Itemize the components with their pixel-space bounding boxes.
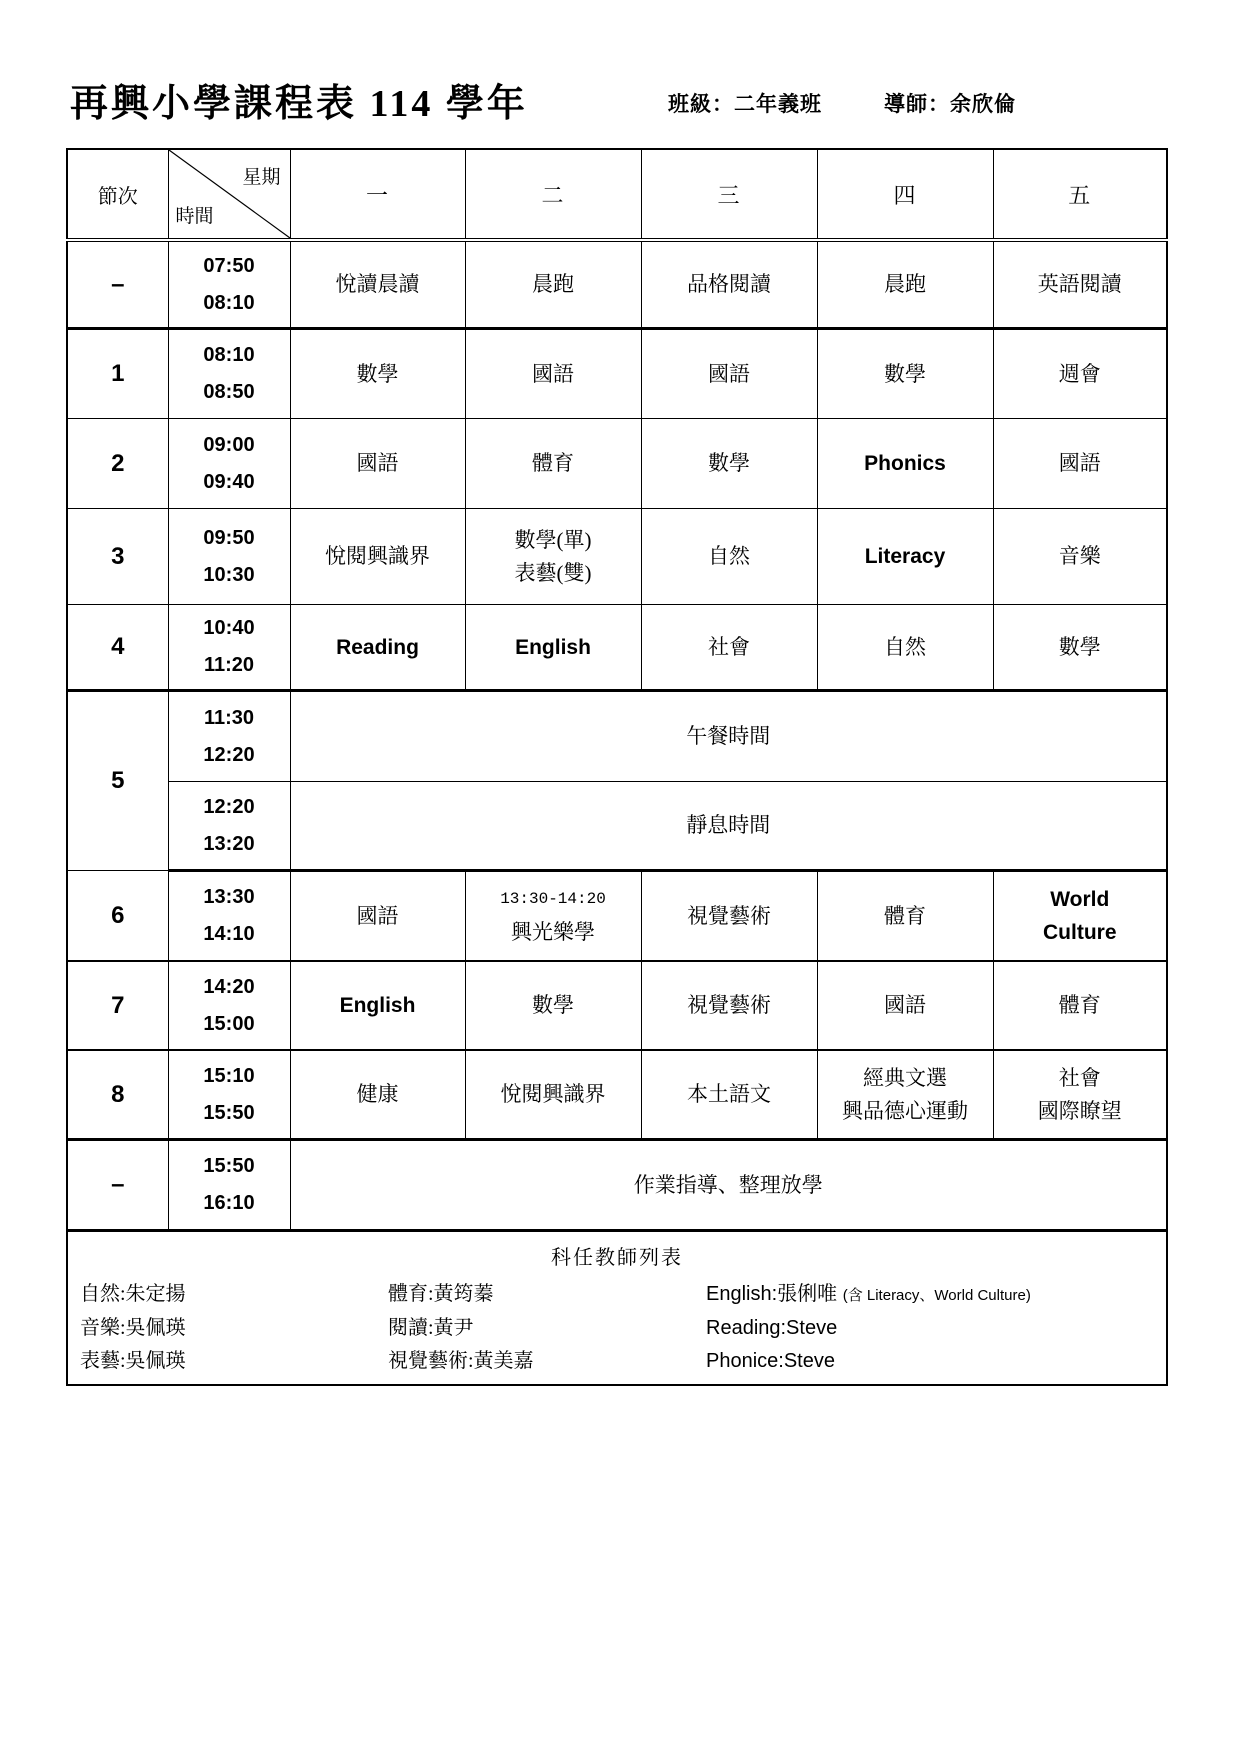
time-cell: 14:20 15:00: [168, 961, 290, 1050]
subject-cell: 晨跑: [817, 240, 993, 329]
teacher-item: 自然:朱定揚: [80, 1283, 186, 1305]
subject-cell: Phonics: [817, 419, 993, 509]
timetable-row: [67, 691, 1167, 782]
subject-cell: 社會 國際瞭望: [993, 1050, 1167, 1140]
period-cell: 5: [67, 691, 168, 871]
subject-cell: English: [290, 961, 465, 1050]
subject-cell: 英語閱讀: [993, 240, 1167, 329]
subject-cell: 國語: [290, 871, 465, 962]
subject-cell: 週會: [993, 329, 1167, 419]
timetable-row: [67, 961, 1167, 1050]
timetable-row: [67, 419, 1167, 509]
period-cell: 1: [67, 329, 168, 419]
subject-cell: 悅閱興識界: [465, 1050, 641, 1140]
subject-cell: 國語: [290, 419, 465, 509]
subject-cell: 悅閱興識界: [290, 509, 465, 605]
subject-cell: Reading: [290, 605, 465, 691]
day-header-fri: 五: [993, 149, 1167, 240]
time-cell: 10:40 11:20: [168, 605, 290, 691]
subject-cell: 數學: [290, 329, 465, 419]
advisor-label: 導師：余欣倫: [884, 92, 1016, 116]
teachers-title: 科任教師列表: [551, 1247, 683, 1269]
subject-cell: 經典文選 興品德心運動: [817, 1050, 993, 1140]
teachers-section: [67, 1231, 1167, 1386]
day-header-wed: 三: [641, 149, 817, 240]
time-cell: 15:50 16:10: [168, 1140, 290, 1231]
timetable-row: [67, 329, 1167, 419]
time-label: 時間: [175, 206, 214, 227]
time-cell: 09:50 10:30: [168, 509, 290, 605]
timetable: [66, 148, 1168, 1386]
period-cell: 6: [67, 871, 168, 962]
teacher-item: 音樂:吳佩瑛: [80, 1317, 186, 1339]
period-header: 節次: [67, 149, 168, 240]
subject-cell: 自然: [817, 605, 993, 691]
timetable-row: [67, 871, 1167, 962]
teachers-grid: [68, 1270, 1166, 1384]
subject-cell: 國語: [993, 419, 1167, 509]
week-label: 星期: [242, 167, 281, 188]
span-cell: 午餐時間: [290, 691, 1167, 782]
teacher-item: Reading:Steve: [706, 1317, 838, 1339]
page-title: 再興小學課程表 114 學年: [70, 83, 528, 125]
subject-cell: 音樂: [993, 509, 1167, 605]
subject-cell: 體育: [465, 419, 641, 509]
time-cell: 12:20 13:20: [168, 782, 290, 871]
teacher-item: 體育:黃筠蓁: [388, 1283, 494, 1305]
day-header-tue: 二: [465, 149, 641, 240]
subject-cell: 國語: [817, 961, 993, 1050]
time-cell: 08:10 08:50: [168, 329, 290, 419]
period-cell: 8: [67, 1050, 168, 1140]
timetable-row: [67, 605, 1167, 691]
timetable-row: [67, 240, 1167, 329]
subject-cell: 數學: [465, 961, 641, 1050]
class-label: 班級：二年義班: [668, 92, 822, 116]
subject-cell: 國語: [641, 329, 817, 419]
subject-cell: 品格閱讀: [641, 240, 817, 329]
subject-cell: 社會: [641, 605, 817, 691]
span-cell: 作業指導、整理放學: [290, 1140, 1167, 1231]
subject-cell: 自然: [641, 509, 817, 605]
time-cell: 07:50 08:10: [168, 240, 290, 329]
subject-cell: 數學: [641, 419, 817, 509]
teacher-item: English:張俐唯 (含 Literacy、World Culture): [706, 1283, 1031, 1305]
teacher-item: 閱讀:黃尹: [388, 1317, 474, 1339]
subject-cell: 體育: [817, 871, 993, 962]
subject-cell: World Culture: [993, 871, 1167, 962]
subject-cell: 本土語文: [641, 1050, 817, 1140]
timetable-row: [67, 1050, 1167, 1140]
subject-cell: 數學: [817, 329, 993, 419]
time-cell: 11:30 12:20: [168, 691, 290, 782]
time-cell: 09:00 09:40: [168, 419, 290, 509]
subject-cell: Literacy: [817, 509, 993, 605]
teacher-item: Phonice:Steve: [706, 1350, 835, 1372]
subject-cell: 悅讀晨讀: [290, 240, 465, 329]
subject-cell: 視覺藝術: [641, 961, 817, 1050]
period-cell: –: [67, 240, 168, 329]
corner-cell: [168, 149, 290, 240]
day-header-mon: 一: [290, 149, 465, 240]
timetable-row: [67, 1140, 1167, 1231]
timetable-row: [67, 509, 1167, 605]
subject-cell: 13:30-14:20 興光樂學: [465, 871, 641, 962]
period-cell: 2: [67, 419, 168, 509]
time-cell: 15:10 15:50: [168, 1050, 290, 1140]
span-cell: 靜息時間: [290, 782, 1167, 871]
timetable-row: [67, 782, 1167, 871]
day-header-thu: 四: [817, 149, 993, 240]
subject-cell: English: [465, 605, 641, 691]
teacher-item: 表藝:吳佩瑛: [80, 1350, 186, 1372]
period-cell: 7: [67, 961, 168, 1050]
time-cell: 13:30 14:10: [168, 871, 290, 962]
teacher-item: 視覺藝術:黃美嘉: [388, 1350, 534, 1372]
subject-cell: 數學: [993, 605, 1167, 691]
period-cell: 3: [67, 509, 168, 605]
subject-cell: 視覺藝術: [641, 871, 817, 962]
subject-cell: 體育: [993, 961, 1167, 1050]
subject-cell: 健康: [290, 1050, 465, 1140]
period-cell: 4: [67, 605, 168, 691]
teachers-row: [67, 1231, 1167, 1386]
subject-cell: 數學(單) 表藝(雙): [465, 509, 641, 605]
header-row: [67, 149, 1167, 240]
period-cell: –: [67, 1140, 168, 1231]
subject-cell: 國語: [465, 329, 641, 419]
subject-cell: 晨跑: [465, 240, 641, 329]
